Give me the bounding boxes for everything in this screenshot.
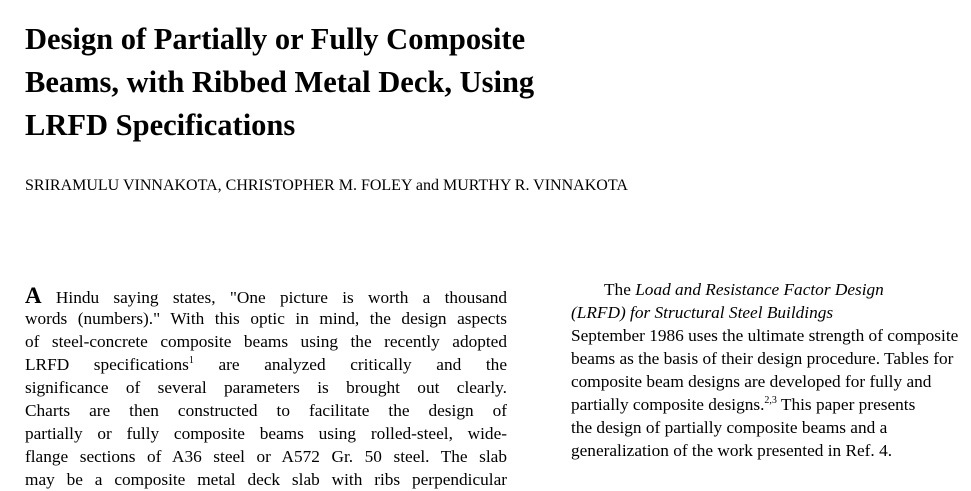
- body-line: composite beam designs are developed for fully and: [571, 372, 932, 391]
- body-line: the design of partially composite beams and a: [571, 418, 888, 437]
- left-column-text: [25, 284, 507, 491]
- body-line: significance of several parameters is brought out clearly.: [25, 378, 507, 397]
- body-line-text: This paper presents: [776, 395, 916, 414]
- body-line-text: The: [604, 280, 636, 299]
- body-line: [571, 393, 971, 416]
- body-line: may be a composite metal deck slab with ribs perpendicular: [25, 470, 507, 489]
- paper-title: [25, 18, 705, 147]
- body-line: generalization of the work presented in Ref. 4.: [571, 441, 893, 460]
- body-line: beams as the basis of their design procedure. Tables for: [571, 349, 954, 368]
- body-line: partially or fully composite beams using rolled-steel, wide-: [25, 424, 507, 443]
- italic-text: Load and Resistance Factor Design: [635, 280, 884, 299]
- body-line: [571, 278, 971, 301]
- body-line: of steel-concrete composite beams using the recently adopted: [25, 332, 507, 351]
- body-line: [25, 284, 507, 307]
- body-line: flange sections of A36 steel or A572 Gr. 50 steel. The slab: [25, 447, 507, 466]
- footnote-ref: 2,3: [764, 395, 777, 406]
- body-line-text: partially composite designs.: [571, 395, 765, 414]
- title-line-3: LRFD Specifications: [25, 108, 296, 142]
- title-line-1: Design of Partially or Fully Composite: [25, 22, 526, 56]
- body-line: [571, 301, 971, 324]
- body-line: [25, 353, 507, 376]
- italic-text: (LRFD) for Structural Steel Buildings: [571, 303, 834, 322]
- body-line: Charts are then constructed to facilitate the design of: [25, 401, 507, 420]
- title-line-2: Beams, with Ribbed Metal Deck, Using: [25, 65, 535, 99]
- body-line-text: are analyzed critically and the: [193, 355, 507, 374]
- body-line-text: Hindu saying states, "One picture is worth a thousand: [41, 288, 507, 307]
- drop-cap: A: [25, 283, 42, 308]
- right-column-text: [571, 278, 971, 462]
- body-line: words (numbers)." With this optic in mind, the design aspects: [25, 309, 507, 328]
- body-line: September 1986 uses the ultimate strength of composite: [571, 326, 959, 345]
- body-line-text: LRFD specifications: [25, 355, 189, 374]
- footnote-ref: 1: [188, 355, 194, 366]
- author-list: SRIRAMULU VINNAKOTA, CHRISTOPHER M. FOLEY and MURTHY R. VINNAKOTA: [25, 177, 628, 194]
